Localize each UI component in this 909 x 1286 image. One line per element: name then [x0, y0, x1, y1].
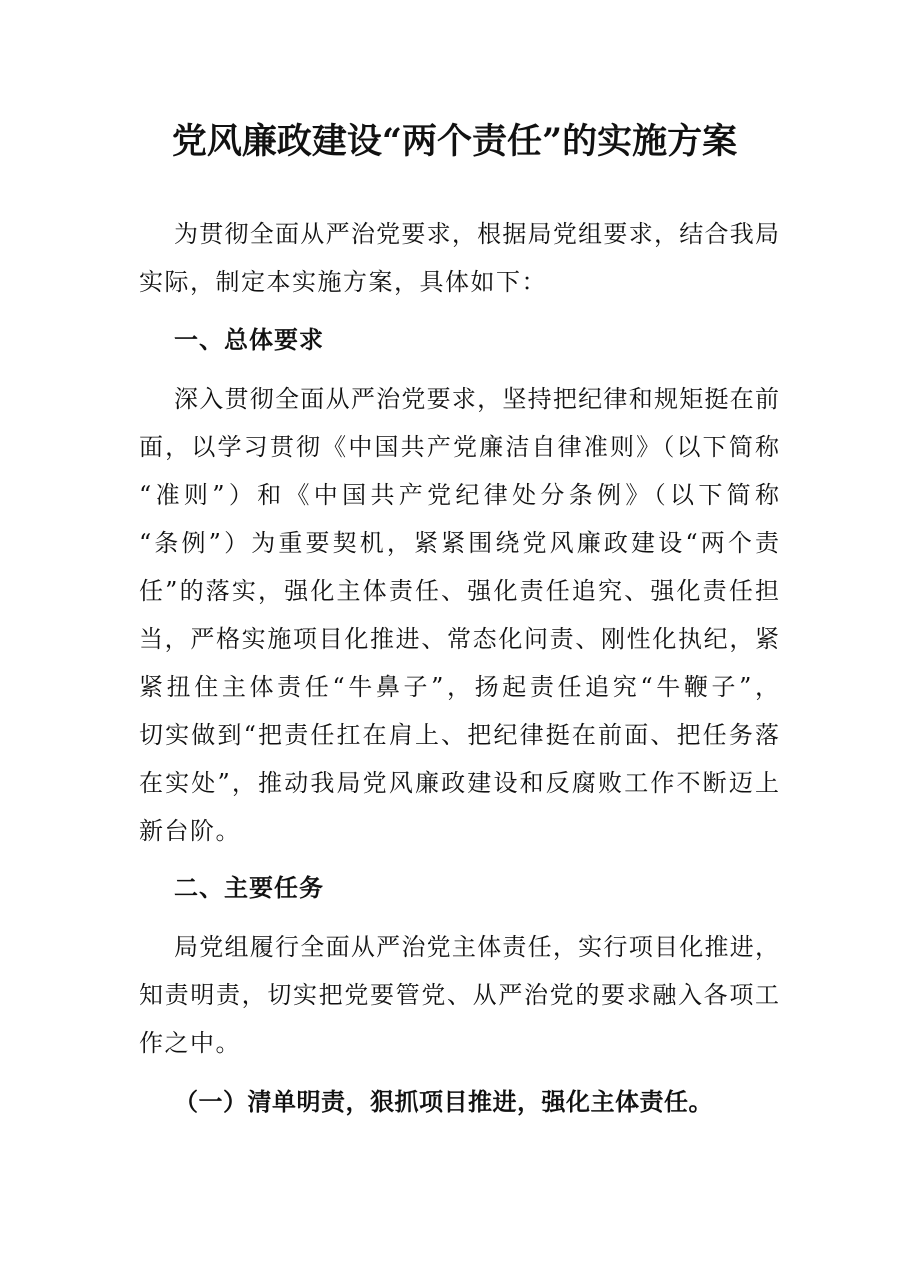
- section1-line-8: 切实做到“把责任扛在肩上、把纪律挺在前面、把任务落: [139, 721, 779, 749]
- subsection-heading-1: （一）清单明责，狠抓项目推进，强化主体责任。: [174, 1087, 713, 1116]
- section-heading-general-requirements: 一、总体要求: [174, 325, 324, 354]
- section1-line-6: 当，严格实施项目化推进、常态化问责、刚性化执纪，紧: [139, 625, 779, 653]
- section1-line-7: 紧扭住主体责任“牛鼻子”，扬起责任追究“牛鞭子”，: [139, 673, 779, 701]
- section2-line-1: 局党组履行全面从严治党主体责任，实行项目化推进，: [174, 933, 779, 961]
- section1-line-3: “准则”）和《中国共产党纪律处分条例》（以下简称: [139, 481, 779, 509]
- section1-line-4: “条例”）为重要契机，紧紧围绕党风廉政建设“两个责: [139, 529, 779, 557]
- section1-line-5: 任”的落实，强化主体责任、强化责任追究、强化责任担: [139, 577, 779, 605]
- section-heading-main-tasks: 二、主要任务: [174, 873, 324, 902]
- document-title: 党风廉政建设“两个责任”的实施方案: [171, 121, 738, 162]
- intro-line-2: 实际，制定本实施方案，具体如下：: [139, 268, 547, 296]
- section2-line-3: 作之中。: [139, 1029, 241, 1057]
- section1-line-1: 深入贯彻全面从严治党要求，坚持把纪律和规矩挺在前: [174, 385, 779, 413]
- intro-line-1: 为贯彻全面从严治党要求，根据局党组要求，结合我局: [174, 220, 779, 248]
- section1-line-9: 在实处”，推动我局党风廉政建设和反腐败工作不断迈上: [139, 769, 779, 797]
- section2-line-2: 知责明责，切实把党要管党、从严治党的要求融入各项工: [139, 981, 779, 1009]
- section1-line-2: 面，以学习贯彻《中国共产党廉洁自律准则》（以下简称: [139, 433, 779, 461]
- section1-line-10: 新台阶。: [139, 817, 241, 845]
